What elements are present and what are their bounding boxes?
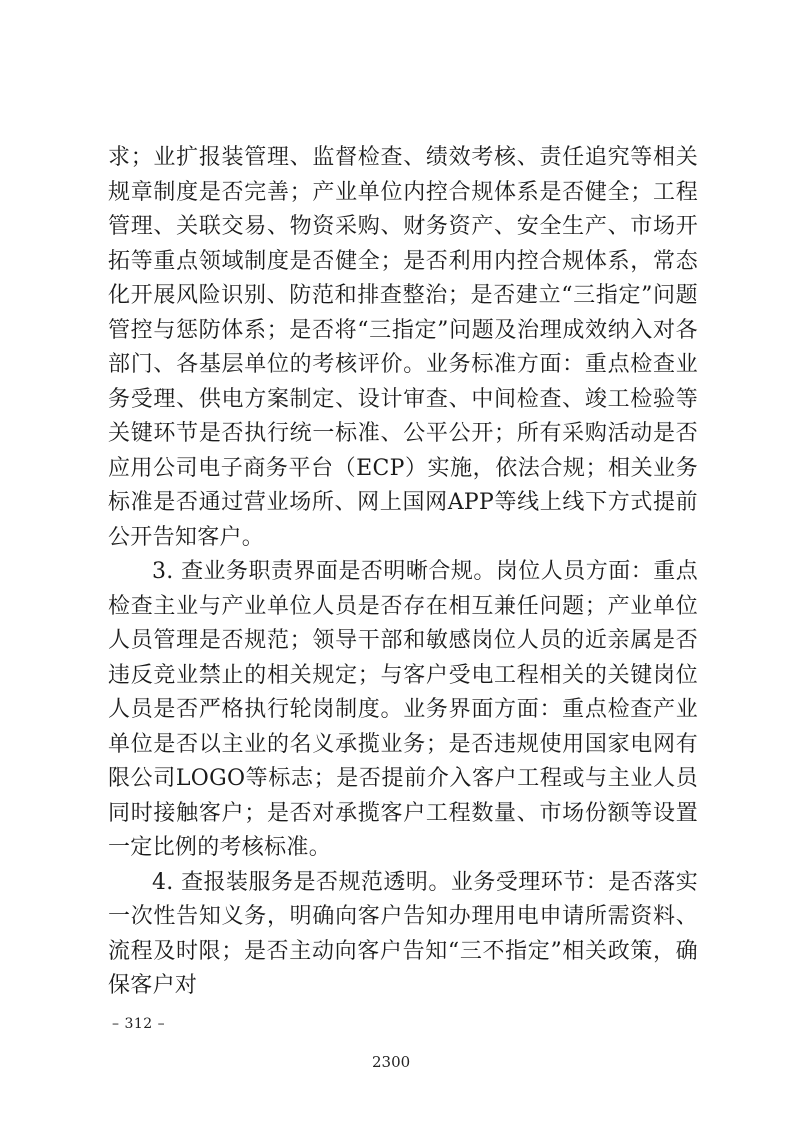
- page-number: – 312 –: [112, 1016, 166, 1032]
- paragraph-3: 4. 查报装服务是否规范透明。业务受理环节：是否落实一次性告知义务，明确向客户告知办理用电申请所需资料、流程及时限；是否主动向客户告知“三不指定”相关政策，确保客户对: [108, 869, 698, 998]
- paragraph-2: 3. 查业务职责界面是否明晰合规。岗位人员方面：重点检查主业与产业单位人员是否存在相互兼任问题；产业单位人员管理是否规范；领导干部和敏感岗位人员的近亲属是否违反竞业禁止的相关规定；与客户受电工程相关的关键岗位人员是否严格执行轮岗制度。业务界面方面：重点检查产业单位是否以主业的名义承揽业务；是否违规使用国家电网有限公司LOGO等标志；是否提前介入客户工程或与主业人员同时接触客户；是否对承揽客户工程数量、市场份额等设置一定比例的考核标准。: [108, 559, 698, 860]
- body-text: [108, 141, 698, 1004]
- footer-number: 2300: [372, 1053, 411, 1071]
- paragraph-1: 求；业扩报装管理、监督检查、绩效考核、责任追究等相关规章制度是否完善；产业单位内控合规体系是否健全；工程管理、关联交易、物资采购、财务资产、安全生产、市场开拓等重点领域制度是否健全；是否利用内控合规体系，常态化开展风险识别、防范和排查整治；是否建立“三指定”问题管控与惩防体系；是否将“三指定”问题及治理成效纳入对各部门、各基层单位的考核评价。业务标准方面：重点检查业务受理、供电方案制定、设计审查、中间检查、竣工检验等关键环节是否执行统一标准、公平公开；所有采购活动是否应用公司电子商务平台（ECP）实施，依法合规；相关业务标准是否通过营业场所、网上国网APP等线上线下方式提前公开告知客户。: [108, 145, 698, 550]
